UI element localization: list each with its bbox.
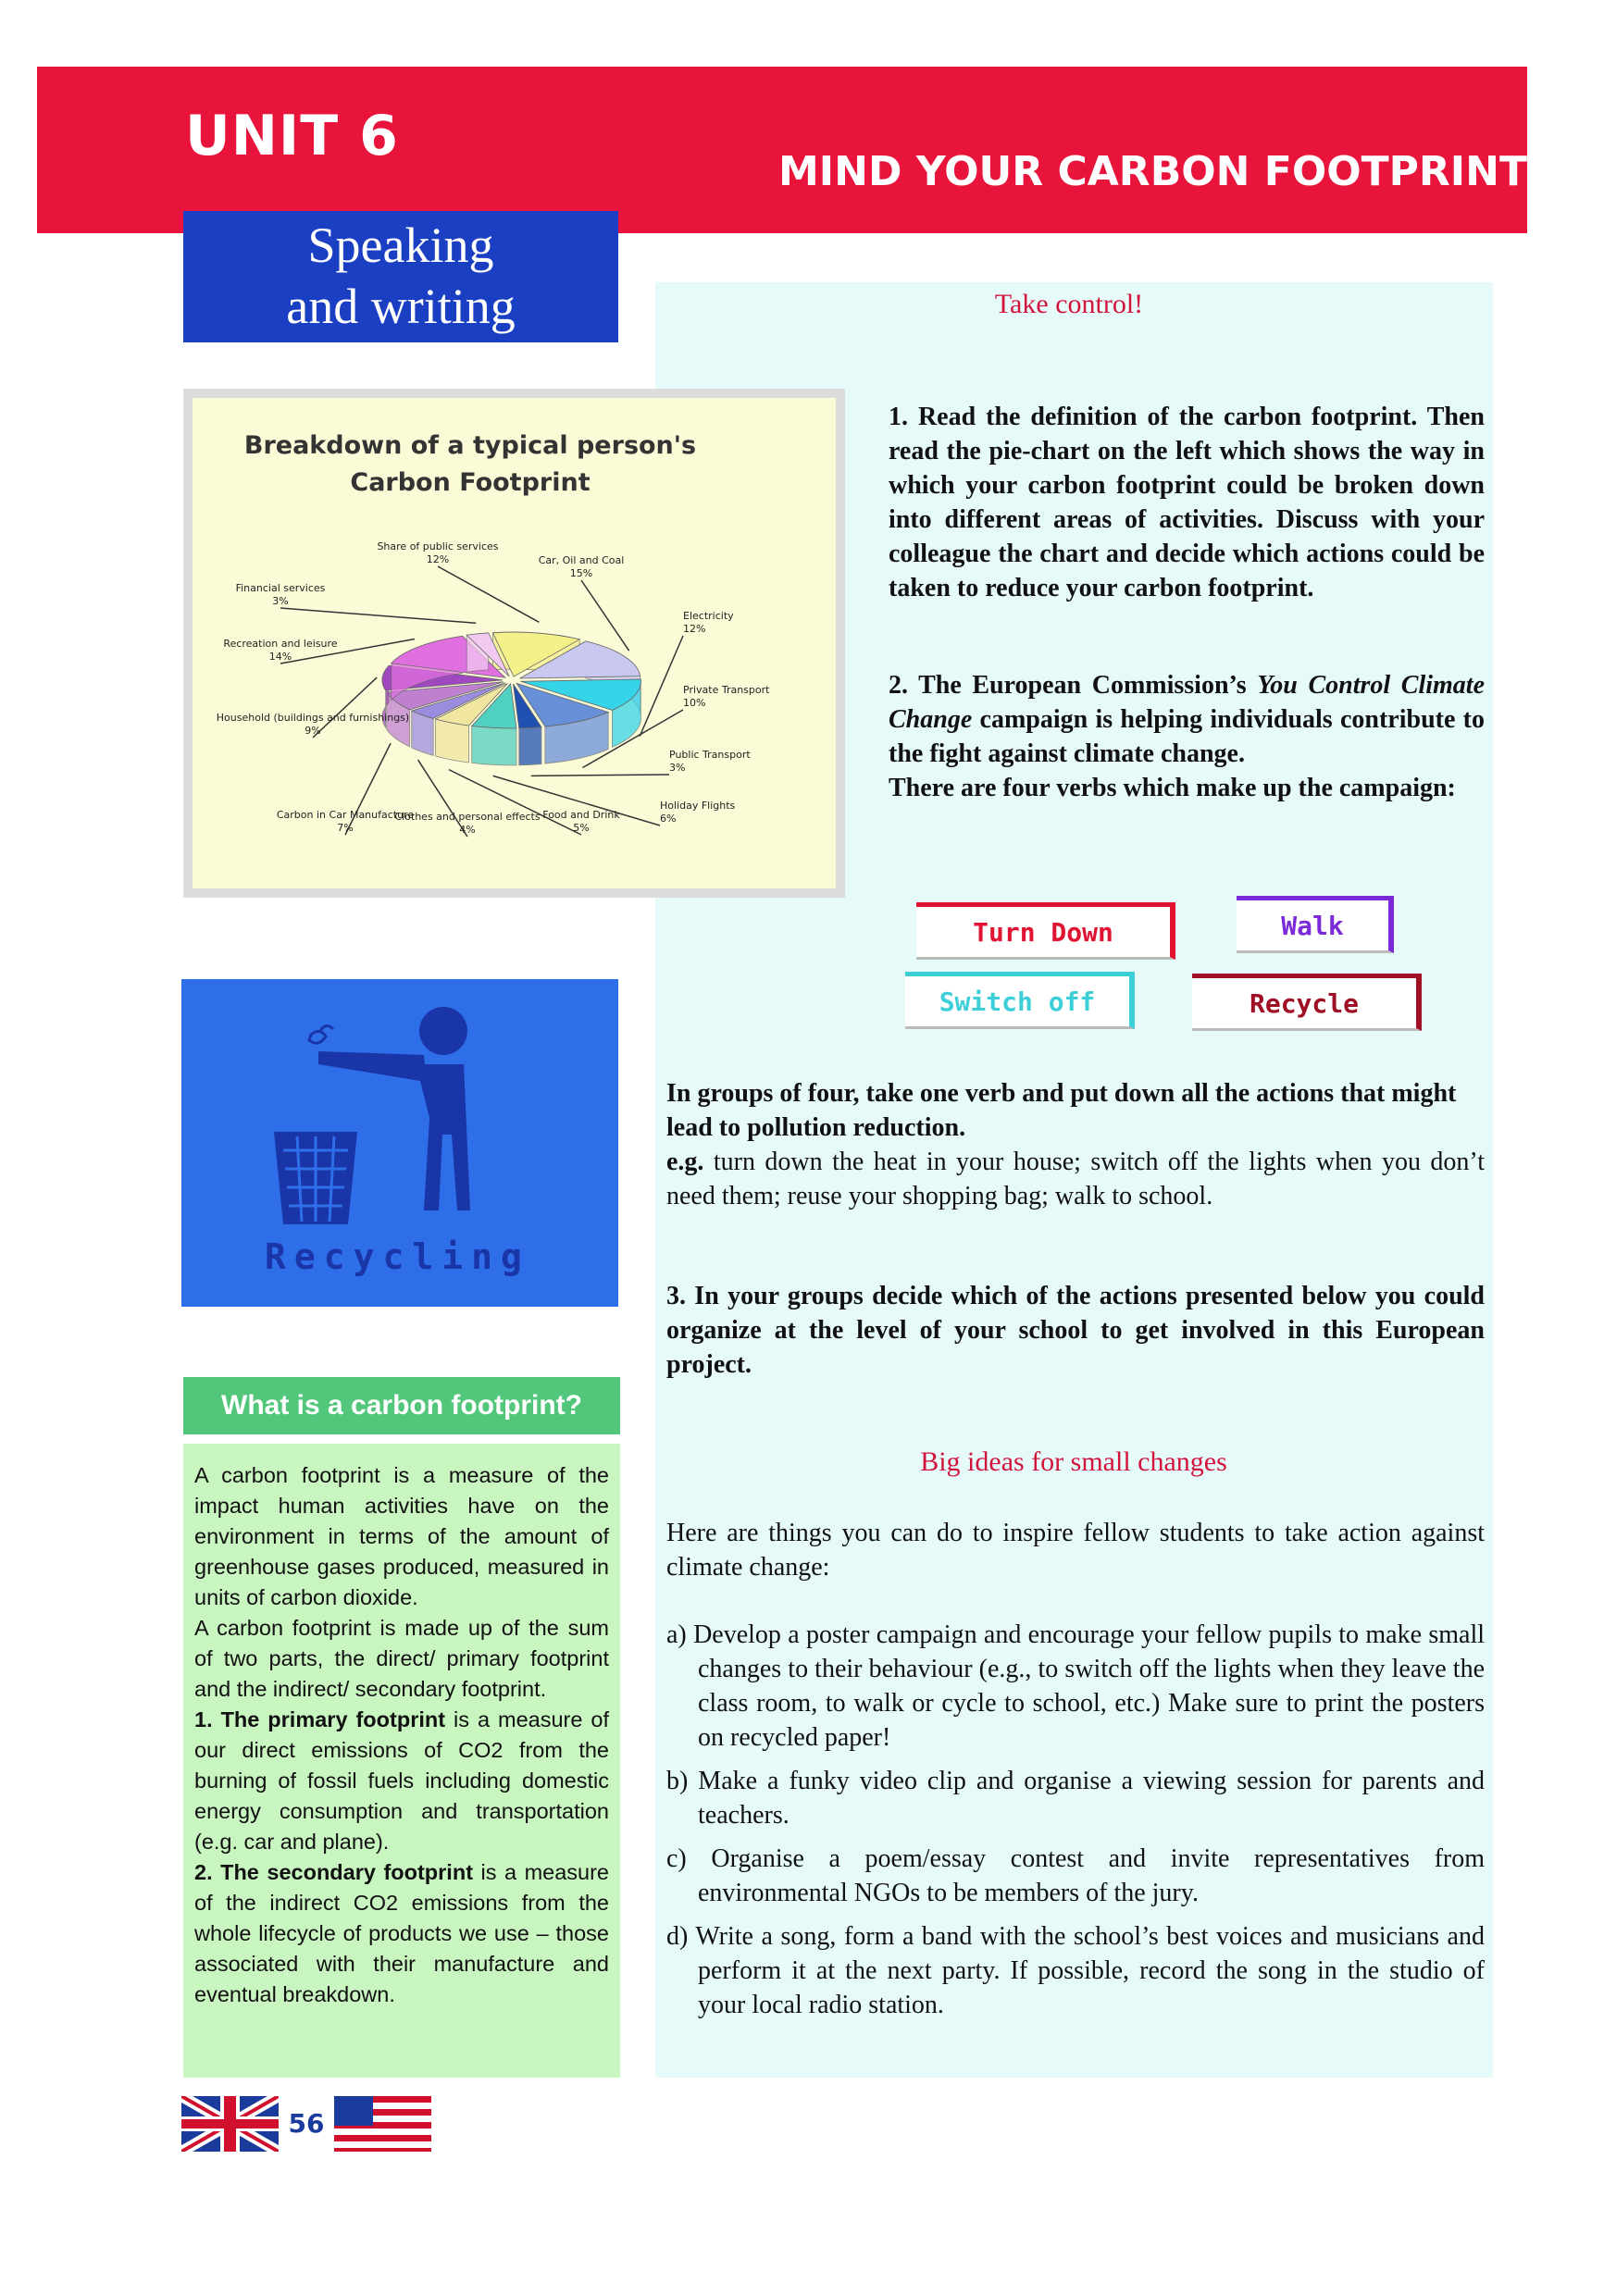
section-title-line2: and writing — [286, 279, 516, 334]
task-3-text: 3. In your groups decide which of the actions presented below you could organize at the level of your school to get involved in this European project. — [666, 1282, 1485, 1379]
recycling-image — [181, 979, 618, 1307]
slice-label: Clothes and personal effects — [394, 811, 541, 823]
slice-value-label: 12% — [426, 553, 450, 565]
idea-b: b) Make a funky video clip and organise a viewing session for parents and teachers. — [666, 1767, 1485, 1830]
slice-label: Food and Drink — [542, 809, 620, 821]
pie-chart — [193, 398, 836, 888]
definition-p4 — [194, 1857, 609, 2010]
secondary-footprint-text: is a measure of the indirect CO2 emissions from the whole lifecycle of products we use – those associated with their manufacture and eventual breakdown. — [194, 1860, 609, 2006]
slice-value-label: 5% — [573, 822, 590, 834]
definition-heading: What is a carbon footprint? — [183, 1377, 620, 1434]
definition-p3 — [194, 1705, 609, 1857]
slice-value-label: 6% — [660, 813, 677, 825]
idea-a: a) Develop a poster campaign and encourage your fellow pupils to make small changes to their behaviour (e.g., to switch off the lights when they leave the class room, to walk or cycle to school, etc.) Make sure to print the posters on recycled paper! — [666, 1620, 1485, 1752]
definition-p1: A carbon footprint is a measure of the impact human activities have on the environment in terms of the amount of greenhouse gases produced, measured in units of carbon dioxide. — [194, 1463, 609, 1609]
ideas-intro: Here are things you can do to inspire fellow students to take action against climate change: — [666, 1519, 1485, 1582]
task-2-part-b: campaign is helping individuals contribute to the fight against climate change. — [889, 705, 1485, 768]
slice-label: Carbon in Car Manufacture — [276, 809, 415, 821]
page-heading: MIND YOUR CARBON FOOTPRINT — [778, 148, 1527, 195]
primary-footprint-text: is a measure of our direct emissions of CO2 from the burning of fossil fuels including domestic energy consumption and transportation (e.g. car and plane). — [194, 1707, 609, 1854]
example-text: turn down the heat in your house; switch off the lights when you don’t need them; reuse your shopping bag; walk to school. — [666, 1148, 1485, 1210]
take-control-heading: Take control! — [994, 289, 1144, 319]
section-title-line1: Speaking — [307, 217, 494, 273]
slice-value-label: 3% — [669, 762, 686, 774]
unit-title: UNIT 6 — [185, 104, 399, 168]
slice-label: Household (buildings and furnishings) — [216, 712, 410, 724]
leader-line — [313, 677, 377, 738]
slice-value-label: 7% — [337, 822, 354, 834]
idea-c: c) Organise a poem/essay contest and invite representatives from environmental NGOs to be members of the jury. — [666, 1844, 1485, 1907]
verb-walk — [1237, 896, 1394, 953]
definition-p2: A carbon footprint is made up of the sum of two parts, the direct/ primary footprint and the indirect/ secondary footprint. — [194, 1616, 609, 1701]
slice-label: Public Transport — [669, 749, 751, 761]
task-2-part-c: There are four verbs which make up the campaign: — [889, 774, 1456, 802]
slice-label: Share of public services — [377, 540, 499, 552]
verb-label: Recycle — [1249, 988, 1359, 1019]
slice-value-label: 9% — [305, 725, 321, 737]
example-label: e.g. — [666, 1148, 704, 1176]
slice-value-label: 15% — [569, 567, 593, 579]
leader-line — [280, 608, 476, 623]
slice-value-label: 10% — [683, 697, 706, 709]
slice-value-label: 4% — [459, 824, 476, 836]
slice-label: Private Transport — [683, 684, 770, 696]
chart-title: Breakdown of a typical person's Carbon Footprint — [243, 431, 697, 497]
leader-line — [640, 636, 683, 737]
slice-label: Recreation and leisure — [223, 638, 338, 650]
campaign-name: You Control Climate Change — [889, 671, 1485, 734]
task-1-text: 1. Read the definition of the carbon footprint. Then read the pie-chart on the left which shows the way in which your carbon footprint could be broken down into different areas of activities. Discuss with your colleague the chart and decide which actions could be taken to reduce your carbon footprint. — [889, 403, 1485, 602]
verb-label: Walk — [1281, 911, 1344, 941]
slice-value-label: 12% — [683, 623, 706, 635]
recycling-caption: Recycling — [265, 1236, 530, 1277]
verb-label: Switch off — [939, 987, 1096, 1017]
definition-body — [183, 1444, 620, 2078]
leader-line — [531, 775, 669, 776]
ideas-list — [666, 1618, 1485, 2031]
big-ideas-heading: Big ideas for small changes — [920, 1446, 1227, 1477]
verb-switch-off — [905, 972, 1135, 1029]
idea-d: d) Write a song, form a band with the school’s best voices and musicians and perform it at the next party. If possible, record the song in the studio of your local radio station. — [666, 1922, 1485, 2019]
slice-value-label: 3% — [272, 595, 289, 607]
task-2-text — [889, 668, 1485, 805]
verb-label: Turn Down — [973, 917, 1113, 948]
slice-label: Holiday Flights — [660, 800, 736, 812]
section-title — [183, 211, 618, 342]
groups-instruction — [666, 1076, 1485, 1213]
verb-turn-down — [916, 902, 1175, 960]
slice-value-label: 14% — [268, 651, 292, 663]
leader-line — [581, 580, 629, 651]
leader-line — [438, 566, 539, 622]
slice-label: Electricity — [683, 610, 734, 622]
page-footer — [181, 2096, 431, 2152]
task-2-part-a: 2. The European Commission’s — [889, 671, 1258, 700]
primary-footprint-label: 1. The primary footprint — [194, 1707, 446, 1731]
verb-recycle — [1192, 974, 1422, 1031]
pie-slices — [382, 632, 640, 765]
slice-label: Financial services — [235, 582, 326, 594]
page-number: 56 — [279, 2096, 334, 2152]
slice-label: Car, Oil and Coal — [538, 554, 625, 566]
groups-instruction-bold: In groups of four, take one verb and put down all the actions that might lead to pollution reduction. — [666, 1079, 1457, 1142]
secondary-footprint-label: 2. The secondary footprint — [194, 1860, 474, 1884]
